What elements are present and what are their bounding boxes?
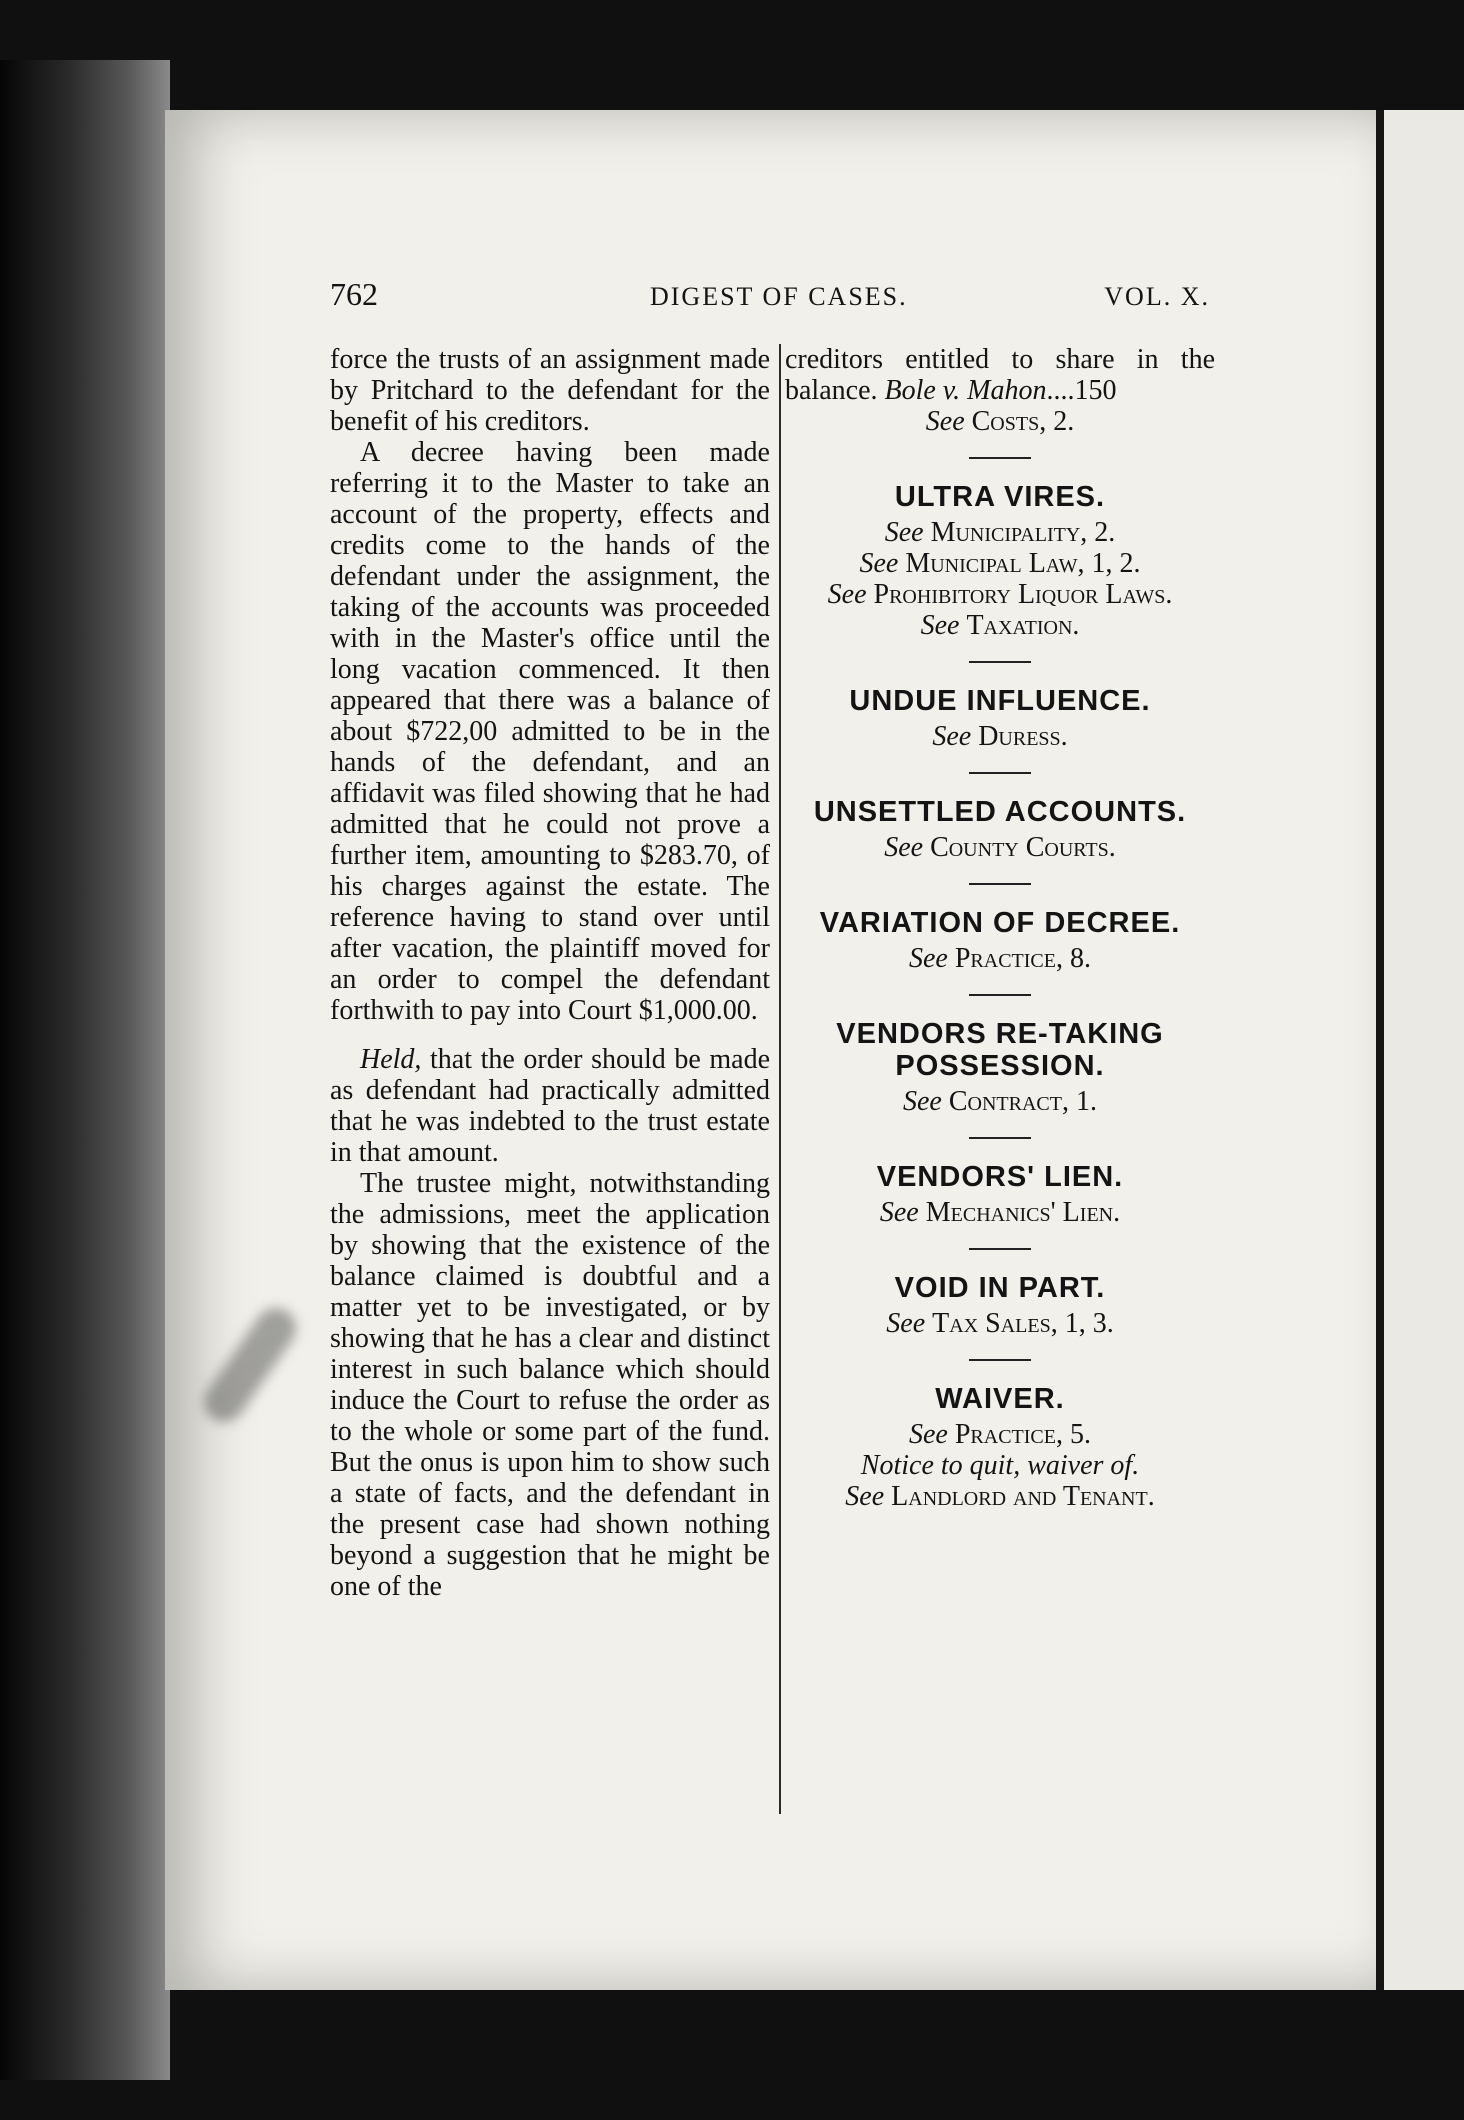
entry-heading: VENDORS RE-TAKING POSSESSION.: [836, 1018, 1164, 1082]
cross-reference: [785, 721, 1215, 752]
see-label: See: [920, 610, 960, 641]
continued-text: creditors entitled to share in the balance.: [785, 344, 1215, 406]
entry-rule: [969, 883, 1031, 885]
reference-target: Mechanics' Lien.: [925, 1197, 1121, 1228]
cross-reference: See Costs, 2.: [925, 406, 1075, 437]
cross-reference: [785, 1481, 1215, 1512]
entry-heading: VARIATION OF DECREE.: [819, 907, 1181, 939]
running-head: [330, 276, 1210, 316]
facing-page-edge: [1376, 110, 1464, 1990]
see-label: See: [909, 1419, 948, 1450]
entry-rule: [969, 661, 1031, 663]
cross-reference: [785, 832, 1215, 863]
see-label: See: [932, 721, 972, 752]
cross-reference: [785, 1308, 1215, 1339]
reference-target: Practice, 5.: [954, 1419, 1091, 1450]
see-label: See: [879, 1197, 919, 1228]
reference-note: Notice to quit, waiver of.: [860, 1450, 1140, 1481]
reference-target: Municipality, 2.: [930, 517, 1116, 548]
see-label: See: [845, 1481, 885, 1512]
case-citation: Bole v. Mahon: [884, 375, 1047, 406]
page-number: 762: [330, 276, 378, 312]
paragraph: force the trusts of an assignment made by Pritchard to the defendant for the benefit of his creditors.: [330, 344, 770, 437]
reference-target: Contract, 1.: [948, 1086, 1097, 1117]
entry-rule: [969, 1359, 1031, 1361]
cross-reference: [785, 548, 1215, 579]
see-label: See: [859, 548, 899, 579]
see-label: See: [886, 1308, 926, 1339]
reference-target: Landlord and Tenant.: [891, 1481, 1155, 1512]
entry-rule: [969, 1137, 1031, 1139]
continued-entry: [785, 344, 1215, 406]
volume-label: VOL. X.: [1104, 282, 1210, 311]
entry-rule: [969, 457, 1031, 459]
reference-target: Municipal Law, 1, 2.: [905, 548, 1141, 579]
reference-target: Duress.: [978, 721, 1068, 752]
right-column: [785, 344, 1215, 1512]
entry-rule: [969, 1248, 1031, 1250]
reference-target: Practice, 8.: [954, 943, 1091, 974]
entry-rule: [969, 772, 1031, 774]
left-column: [330, 344, 770, 1602]
entry-heading: ULTRA VIRES.: [894, 481, 1106, 513]
cross-reference: [785, 1450, 1215, 1481]
held-text: that the order should be made as defendant had practically admitted that he was indebted to the trust estate in that amount.: [330, 1044, 770, 1168]
paragraph: The trustee might, notwithstanding the admissions, meet the application by showing that the existence of the balance claimed is doubtful and a matter yet to be investigated, or by showing that he has a clear and distinct interest in such balance which should induce the Court to refuse the order as to the whole or some part of the fund. But the onus is upon him to show such a state of facts, and the defendant in the present case had shown nothing beyond a suggestion that he might be one of the: [330, 1168, 770, 1602]
cross-reference: [785, 579, 1215, 610]
see-label: See: [903, 1086, 942, 1117]
cross-reference: [785, 517, 1215, 548]
cross-reference: [785, 943, 1215, 974]
cross-reference: [785, 1086, 1215, 1117]
see-label: See: [884, 832, 924, 863]
entry-heading: UNSETTLED ACCOUNTS.: [813, 796, 1187, 828]
index-entries: [785, 457, 1215, 1512]
cross-reference: [785, 610, 1215, 641]
column-divider: [779, 344, 781, 1814]
see-label: See: [909, 943, 948, 974]
entry-rule: [969, 994, 1031, 996]
held-paragraph: [330, 1044, 770, 1168]
cross-reference: [785, 1419, 1215, 1450]
reference-target: Taxation.: [966, 610, 1080, 641]
reference-target: County Courts.: [930, 832, 1116, 863]
book-spine-edge: [0, 60, 170, 2080]
reference-target: Tax Sales, 1, 3.: [932, 1308, 1114, 1339]
reference-target: Prohibitory Liquor Laws.: [873, 579, 1173, 610]
see-label: See: [884, 517, 924, 548]
entry-heading: VENDORS' LIEN.: [876, 1161, 1124, 1193]
see-label: See: [827, 579, 867, 610]
entry-heading: WAIVER.: [935, 1383, 1065, 1415]
paragraph: A decree having been made referring it to the Master to take an account of the property, effects and credits come to the hands of the defendant under the assignment, the taking of the accounts was proceeded with in the Master's office until the long vacation commenced. It then appeared that there was a balance of about $722,00 admitted to be in the hands of the defendant, and an affidavit was filed showing that he had admitted that he could not prove a further item, amounting to $283.70, of his charges against the estate. The reference having to stand over until after vacation, the plaintiff moved for an order to compel the defendant forthwith to pay into Court $1,000.00.: [330, 437, 770, 1026]
cross-reference: [785, 1197, 1215, 1228]
entry-heading: VOID IN PART.: [894, 1272, 1106, 1304]
running-title: DIGEST OF CASES.: [650, 282, 908, 311]
entry-heading: UNDUE INFLUENCE.: [849, 685, 1151, 717]
held-label: Held,: [360, 1044, 422, 1075]
case-page: ....150: [1046, 375, 1117, 406]
